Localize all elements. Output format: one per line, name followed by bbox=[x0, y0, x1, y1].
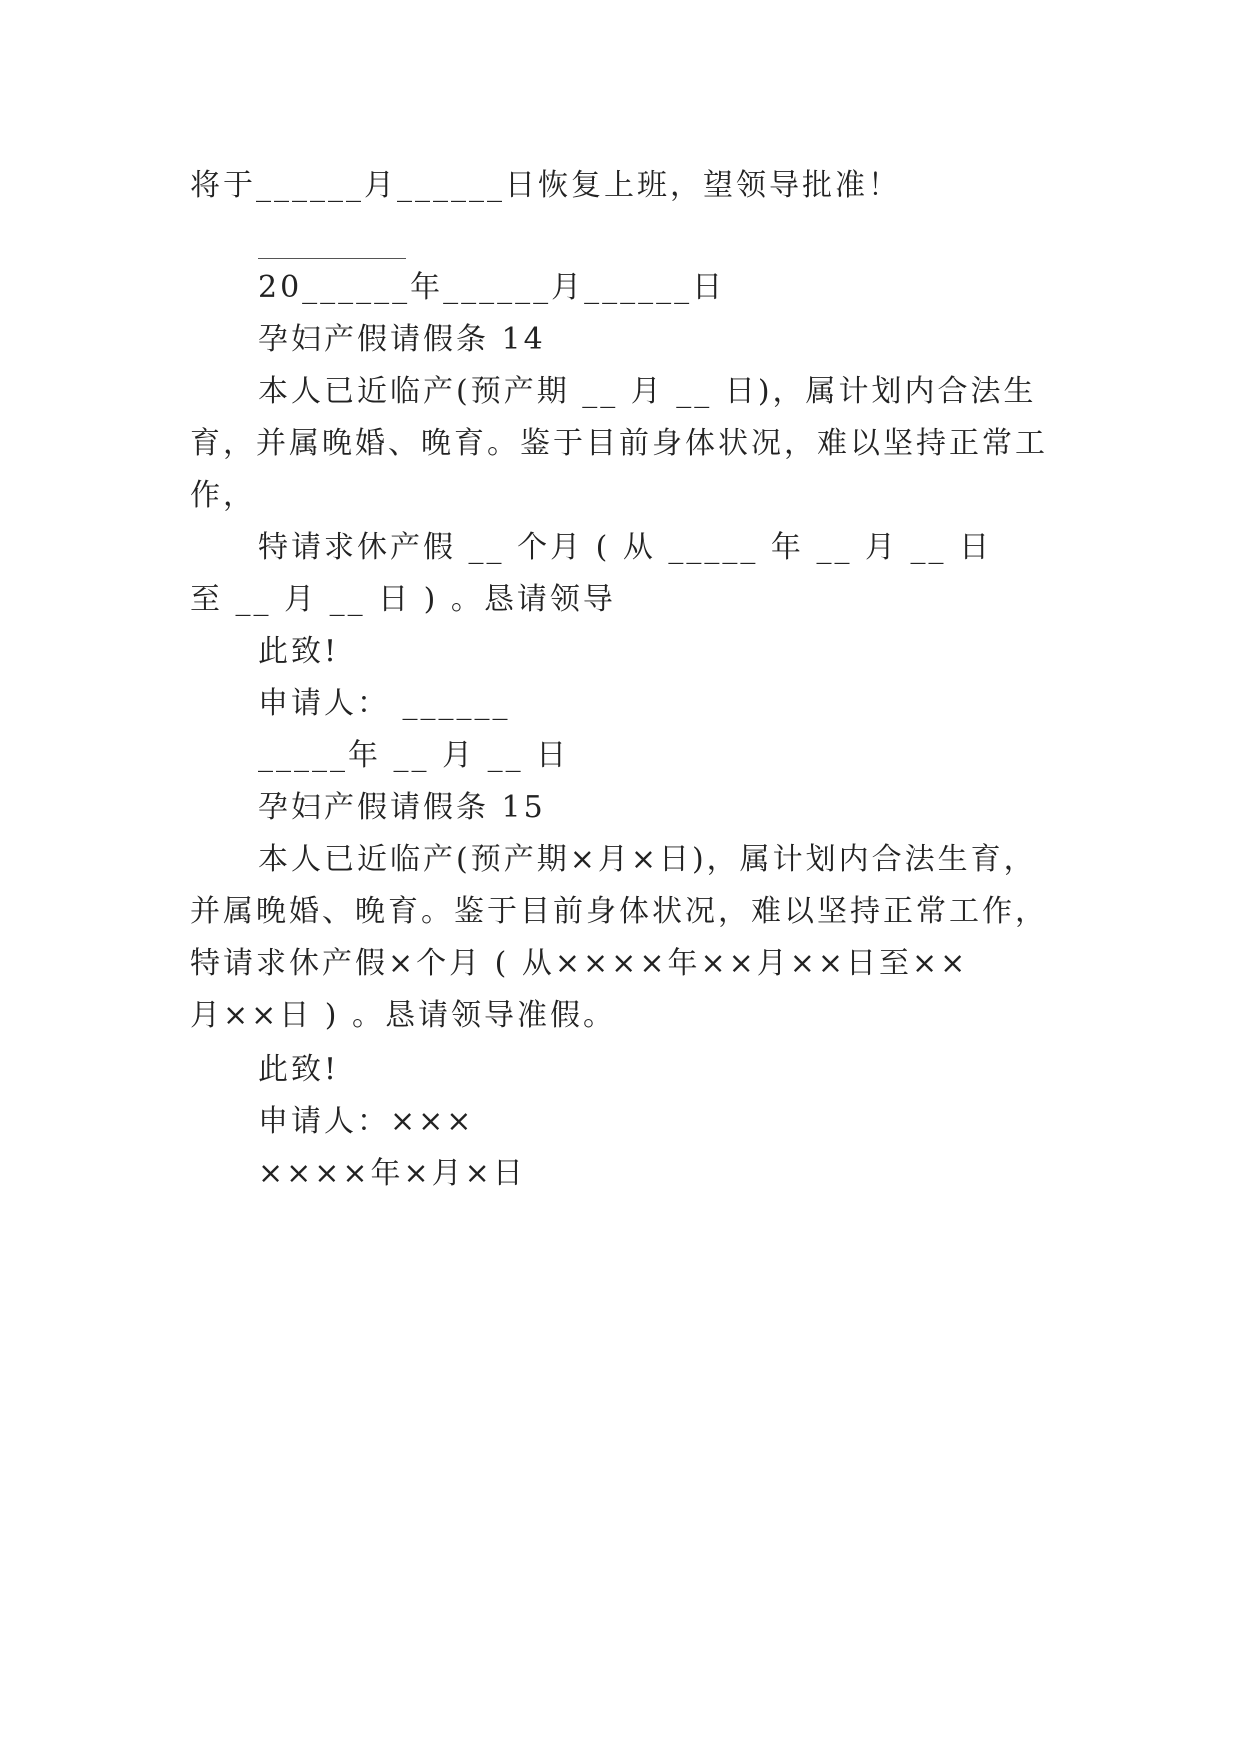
text-span: ××××年×月×日 bbox=[258, 1156, 526, 1191]
paragraph-15-line-4 bbox=[0, 996, 1241, 1036]
text-line-return-date bbox=[0, 166, 1241, 206]
section-title-14 bbox=[0, 320, 1241, 360]
text-span: 孕妇产假请假条 14 bbox=[258, 322, 546, 357]
text-span: 20______年______月______日 bbox=[258, 270, 726, 305]
paragraph-14-line-3 bbox=[0, 476, 1241, 516]
paragraph-14b-line-1 bbox=[0, 528, 1241, 568]
date-line-14 bbox=[0, 736, 1241, 776]
text-span: 此致! bbox=[258, 634, 340, 669]
paragraph-15-line-3 bbox=[0, 944, 1241, 984]
text-span: 本人已近临产(预产期×月×日)，属计划内合法生育， bbox=[258, 842, 1037, 877]
text-span: 本人已近临产(预产期 __ 月 __ 日)，属计划内合法生 bbox=[258, 374, 1037, 409]
text-span: 申请人： ______ bbox=[258, 686, 511, 721]
text-span: 至 __ 月 __ 日 ) 。恳请领导 bbox=[190, 582, 616, 617]
text-line-date-blank bbox=[0, 268, 1241, 308]
text-span: 特请求休产假 __ 个月 ( 从 _____ 年 __ 月 __ 日 bbox=[258, 530, 993, 565]
closing-salutation-14 bbox=[0, 632, 1241, 672]
paragraph-15-line-2 bbox=[0, 892, 1241, 932]
paragraph-15-line-1 bbox=[0, 840, 1241, 880]
text-span: 将于______月______日恢复上班，望领导批准！ bbox=[190, 168, 901, 203]
applicant-line-14 bbox=[0, 684, 1241, 724]
paragraph-14b-line-2 bbox=[0, 580, 1241, 620]
paragraph-14-line-1 bbox=[0, 372, 1241, 412]
text-span: 作， bbox=[190, 478, 256, 513]
text-span: 特请求休产假×个月 ( 从××××年××月××日至×× bbox=[190, 946, 969, 981]
paragraph-14-line-2 bbox=[0, 424, 1241, 464]
applicant-line-15 bbox=[0, 1102, 1241, 1142]
section-title-15 bbox=[0, 788, 1241, 828]
text-span: 月××日 ) 。恳请领导准假。 bbox=[190, 998, 617, 1033]
text-span: _____年 __ 月 __ 日 bbox=[258, 738, 570, 773]
text-span: 并属晚婚、晚育。鉴于目前身体状况，难以坚持正常工作， bbox=[190, 894, 1048, 929]
text-span: 育，并属晚婚、晚育。鉴于目前身体状况，难以坚持正常工 bbox=[190, 426, 1048, 461]
text-span: 此致! bbox=[258, 1052, 340, 1087]
text-span: 申请人：××× bbox=[258, 1104, 475, 1139]
date-line-15 bbox=[0, 1154, 1241, 1194]
signature-blank-line bbox=[258, 258, 406, 259]
closing-salutation-15 bbox=[0, 1050, 1241, 1090]
text-span: 孕妇产假请假条 15 bbox=[258, 790, 546, 825]
